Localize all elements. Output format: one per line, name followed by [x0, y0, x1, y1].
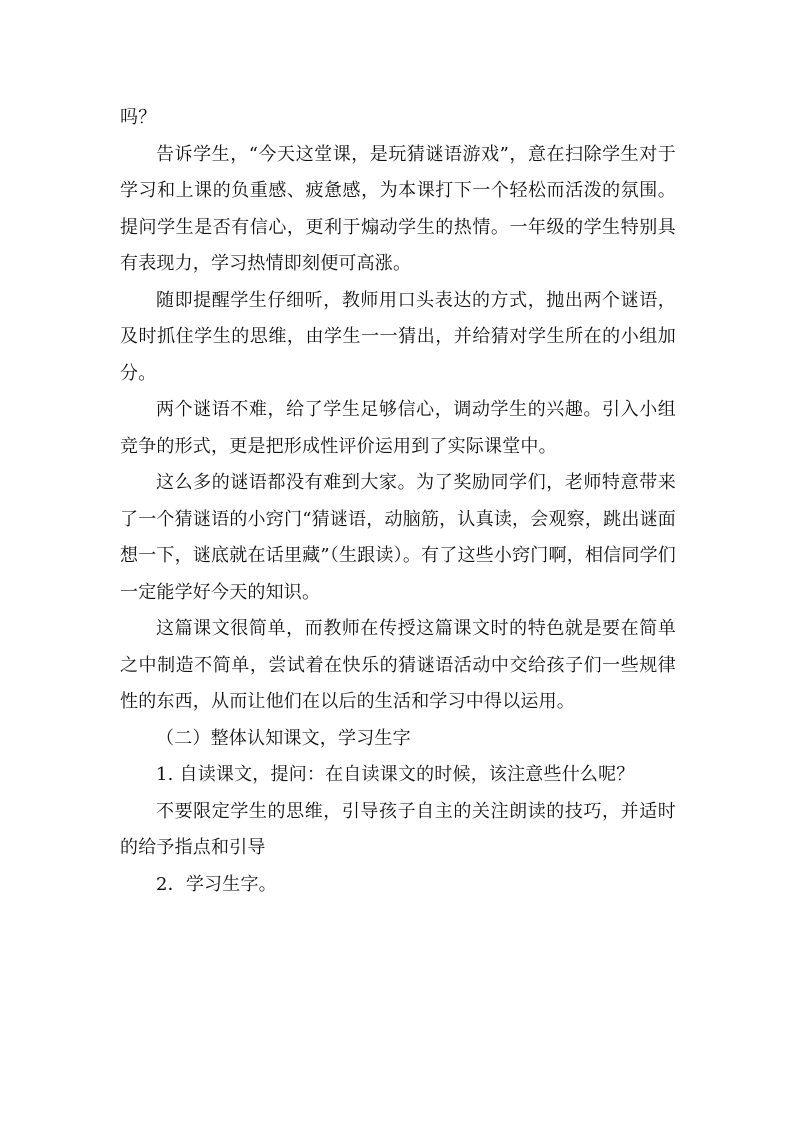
paragraph-riddle-game-intro: 告诉学生，“今天这堂课，是玩猜谜语游戏”，意在扫除学生对于学习和上课的负重感、疲惫感，为本课打下一个轻松而活泼的氛围。提问学生是否有信心，更利于煽动学生的热情。一年级的学生特别具有表现力，学习热情即刻便可高涨。: [120, 143, 676, 274]
paragraph-lesson-features: 这篇课文很简单，而教师在传授这篇课文时的特色就是要在简单之中制造不简单，尝试着在快乐的猜谜语活动中交给孩子们一些规律性的东西，从而让他们在以后的生活和学习中得以运用。: [120, 618, 676, 712]
paragraph-learn-characters: 2．学习生字。: [156, 873, 277, 895]
paragraph-guidance: 不要限定学生的思维，引导孩子自主的关注朗读的技巧，并适时的给予指点和引导: [120, 800, 676, 858]
document-body: [120, 100, 676, 903]
paragraph-group-competition: 两个谜语不难，给了学生足够信心，调动学生的兴趣。引入小组竞争的形式，更是把形成性评价运用到了实际课堂中。: [120, 399, 676, 457]
paragraph-continuation: 吗？: [120, 107, 157, 128]
section-heading-overall-cognition: （二）整体认知课文，学习生字: [156, 727, 411, 749]
paragraph-self-reading: 1. 自读课文，提问：在自读课文的时候，该注意些什么呢？: [156, 764, 635, 785]
paragraph-riddle-tips: 这么多的谜语都没有难到大家。为了奖励同学们，老师特意带来了一个猜谜语的小窍门“猜谜语，动脑筋，认真读，会观察，跳出谜面想一下，谜底就在话里藏”（生跟读）。有了这些小窍门啊，相信同学们一定能学好今天的知识。: [120, 472, 676, 603]
paragraph-oral-riddles: 随即提醒学生仔细听，教师用口头表达的方式，抛出两个谜语，及时抓住学生的思维，由学生一一猜出，并给猜对学生所在的小组加分。: [120, 289, 676, 384]
